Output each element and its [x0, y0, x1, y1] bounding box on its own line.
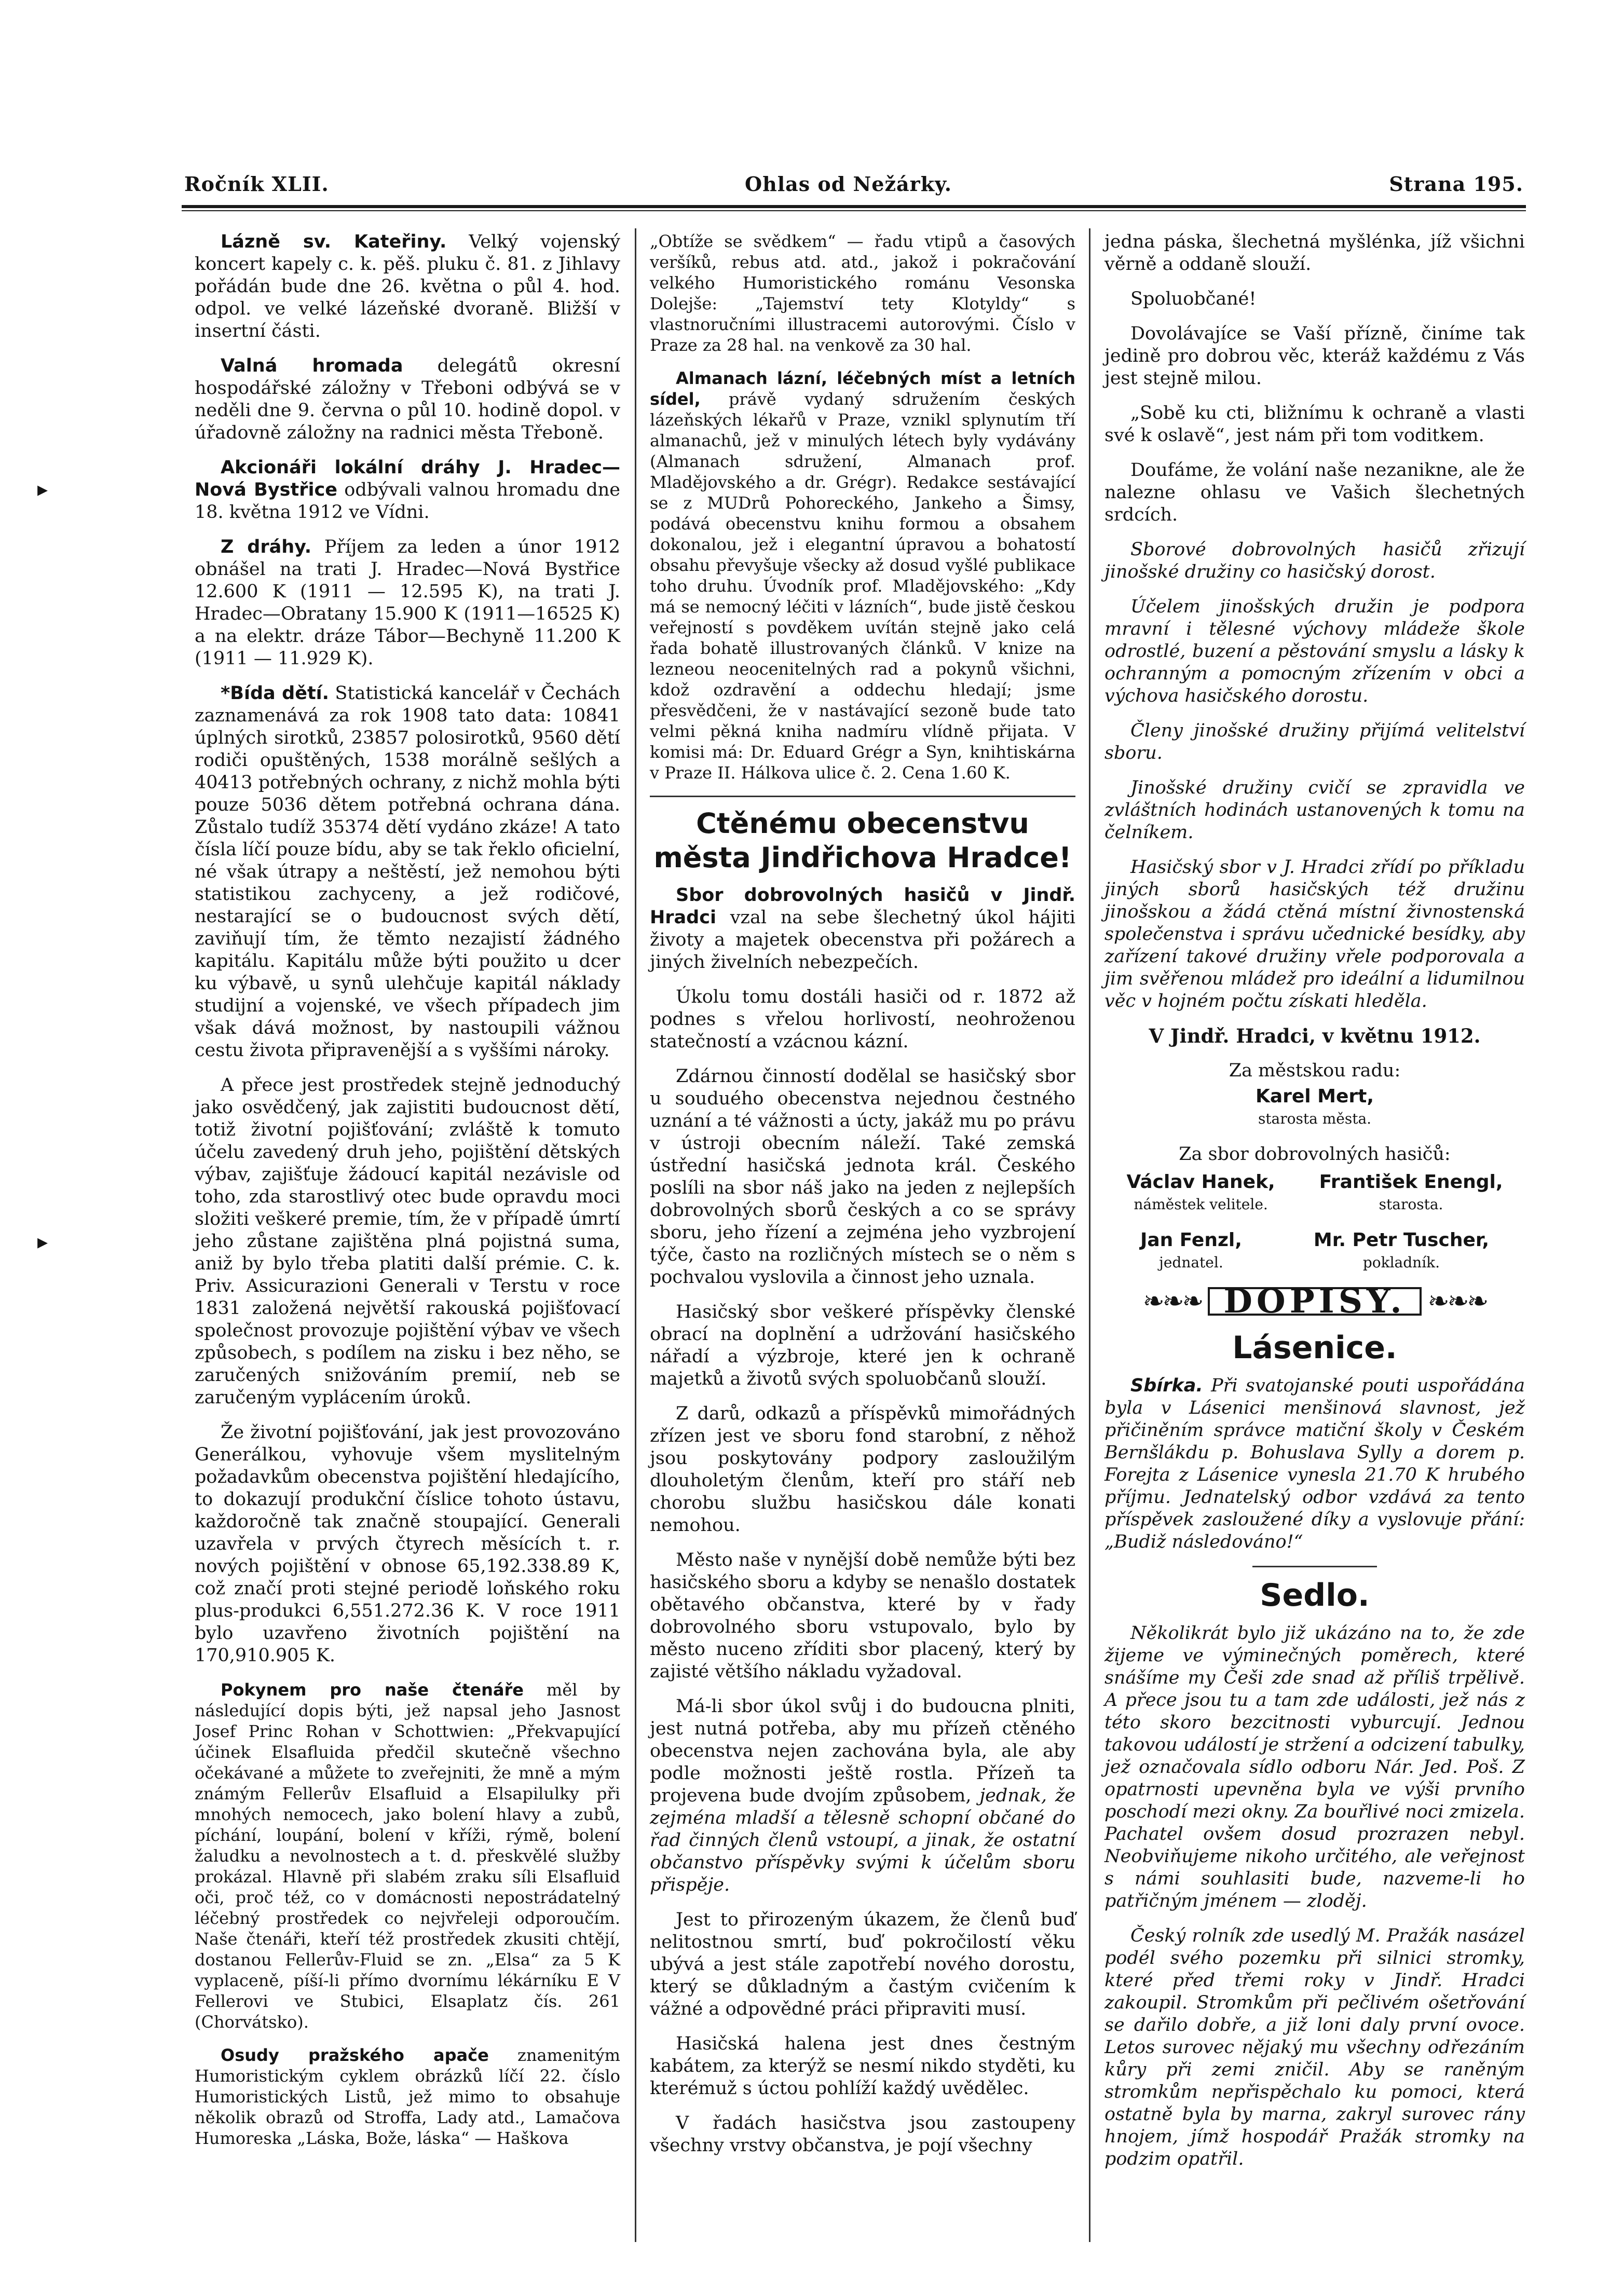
article-bida-deti: *Bída dětí. Statistická kancelář v Čechách zaznamenává za rok 1908 tato data: 10841 úplných sirotků, 23857 polosirotků, 9560 dětí rodiči opuštěných, 1538 morálně sešlých a 40413 potřebných ochrany, z nichž mohla býti pouze 5036 dětem potřebná ochrana dána. Zůstalo tudíž 35374 dětí vydáno zkáze! A tato čísla líčí pouze bídu, aby se tak řeklo oficielní, né však útrapy a neštěstí, jež nemohou býti statistikou zachyceny, a jež rodičové, nestarající se o budoucnost svých dětí, zaviňují tím, že těmto nezajistí žádného kapitálu. Kapitálu může býti použito u dcer ku výbavě, u synů ulehčuje kapitál náklady studijní a vojenské, ve všech případech jim však dává možnost, by nastoupili vážnou cestu života připravenější a s vyššími nároky. [195, 683, 620, 1061]
column-3 [1104, 231, 1525, 2183]
appeal-paragraph: Město naše v nynější době nemůže býti bez hasičského sboru a kdyby se nenašlo dostatek obětavého občanstva, které by v řady dobrovolného sboru vstupovalo, bylo by město nuceno zříditi sbor placený, který by zajisté většího nákladu vyžadoval. [650, 1550, 1075, 1682]
dopisy-label: DOPISY. [1208, 1287, 1421, 1316]
article-lasenice: Sbírka. Při svatojanské pouti uspořádána byla v Lásenici menšinová slavnost, jež přičiněním správce matiční školy v Českém Bernšlákdu p. Bohuslava Sylly a dorem p. Forejta z Lásenice vynesla 21.70 K hrubého příjmu. Jednatelský odbor vzdává za tento příspěvek zasloužené díky a vyslovuje přání: „Budiž následováno!“ [1104, 1375, 1525, 1552]
signatory-name: Karel Mert, [1255, 1086, 1374, 1107]
appeal-paragraph: Jest to přirozeným úkazem, že členů buď nelitostnou smrtí, buď pokročilostí věku ubývá a jest stále zapotřebí nového dorostu, který se důkladným a častým cvičením k vážné a odpovědné práci připraviti musí. [650, 1909, 1075, 2019]
appeal-motto: „Sobě ku cti, bližnímu k ochraně a vlasti své k oslavě“, jest nám při tom voditkem. [1104, 403, 1525, 446]
volume-label: Ročník XLII. [184, 172, 329, 196]
appeal-paragraph: Z darů, odkazů a příspěvků mimořádných zřízen jest ve sboru fond starobní, z něhož jsou poskytovány podpory zasloužilým dlouholetým členům, kteří pro stáří neb chorobu službu hasičskou dále konati nemohou. [650, 1403, 1075, 1536]
article-valna-hromada: Valná hromada delegátů okresní hospodářské záložny v Třeboni odbývá se v neděli dne 9. června o půl 10. hodině dopol. v úřadovně záložny na radnici města Třeboně. [195, 356, 620, 443]
appeal-paragraph: Má-li sbor úkol svůj i do budoucna plniti, jest nutná potřeba, aby mu přízeň ctěného obecenstva nejen zachována byla, ale aby podle možnosti ještě rostla. Přízeň ta projevena bude dvojím způsobem, jednak, že zejména mladší a tělesně schopní občané do řad činných členů vstoupí, a jinak, že ostatní občanstvo příspěvky svými k účelům sboru přispěje. [650, 1696, 1075, 1895]
appeal-paragraph: Sbor dobrovolných hasičů v Jindř. Hradci vzal na sebe šlechetný úkol hájiti životy a majetek obecenstva při požárech a jiných živelních nebezpečích. [650, 885, 1075, 973]
signatory-name: Mr. Petr Tuscher, [1313, 1229, 1490, 1251]
youth-section: Jinošské družiny cvičí se zpravidla ve zvláštních hodinách ustanovených k tomu na čelníkem. [1104, 777, 1525, 843]
ornament-right-icon: ❧❧❧ [1427, 1286, 1487, 1316]
page-number: Strana 195. [1389, 172, 1523, 196]
ornament-left-icon: ❧❧❧ [1142, 1286, 1202, 1316]
article-sedlo: Několikrát bylo již ukázáno na to, že zde žijeme ve výminečných poměrech, které snášíme my Češi zde snad až příliš trpělivě. A přece jsou tu a tam zde události, jež nás z této skoro bezcitnosti vyburcují. Jednou takovou událostí je stržení a odcizení tabulky, jež označovala sídlo odboru Nár. Jed. Poš. Z opatrnosti upevněna byla ve výši prvního poschodí mezi okny. Za bouřlivé noci zmizela. Pachatel ovšem dosud prozrazen nebyl. Neobviňujeme nikoho určitého, ale veřejnost s námi souhlasiti bude, nazveme-li ho patřičným jménem — zloděj. [1104, 1623, 1525, 1911]
margin-mark-arrow: ▸ [37, 1230, 48, 1254]
column-divider [635, 228, 636, 2242]
article-osudy: Osudy pražského apače znamenitým Humoristickým cyklem obrázků líčí 22. číslo Humoristických Listů, jež mimo to obsahuje několik obrazů od Stroffa, Lady atd., Lamačova Humoreska „Láska, Bože, láska“ — Haškova [195, 2045, 620, 2148]
appeal-cont: Doufáme, že volání naše nezanikne, ale že nalezne ohlasu ve Vašich šlechetných srdcích. [1104, 460, 1525, 525]
article-bida-deti-3: Že životní pojišťování, jak jest provozováno Generálkou, vyhovuje všem myslitelným požadavkům obecenstva pojištění hledajícího, to dokazují produkční číslice tohoto ústavu, každoročně tak značně stoupající. Generali uzavřela v prvých čtyrech měsících t. r. nových pojištění v obnose 65,192.338.89 K, což značí proti stejné periodě loňského roku plus-produkci 6,551.272.36 K. V roce 1911 bylo uzavřeno životních pojištění na 170,910.905 K. [195, 1422, 620, 1666]
appeal-greeting: Spoluobčané! [1130, 289, 1257, 309]
signatory-role: jednatel. [1159, 1254, 1223, 1271]
appeal-cont: Dovolávajíce se Vaší přízně, činíme tak jedině pro dobrou věc, kteráž každému z Vás jest stejně milou. [1104, 323, 1525, 389]
sign-row [1104, 1171, 1525, 1215]
article-bida-deti-2: A přece jest prostředek stejně jednoduchý jako osvědčený, jak zajistiti budoucnost dětí, totiž životní pojišťování; zvláště k tomuto účelu zavedený druh jeho, pojištění dětských výbav, zajišťuje žádoucí kapitál nezávisle od toho, zda starostlivý otec bude opravdu moci složiti veškeré premie, tím, že v případě úmrtí jeho zůstane zajištěna plná pojistná suma, aniž by bylo třeba platiti další prémie. C. k. Priv. Assicurazioni Generali v Terstu v roce 1831 založená největší rakouská pojišťovací společnost provozuje pojištění výbav ve všech způsobech, s podílem na zisku i bez něho, se zaručených snižováním premií, neb se zaručeným vyplácením úroků. [195, 1075, 620, 1408]
appeal-paragraph: Zdárnou činností dodělal se hasičský sbor u souduého obecenstva nejednou čestného uznání a té vážnosti a úcty, jakáž mu po právu v ústroji obecním náleží. Také zemská ústřední hasičská jednota král. Českého poslíli na sbor náš jako na jeden z nejlepších dobrovolných sborů českých a co se správy sboru, jeho řízení a zejména jeho vyzbrojení týče, často na rozličných místech se o něm s pochvalou vyslovila a činnost jeho uznala. [650, 1066, 1075, 1288]
signatory-role: starosta. [1379, 1196, 1443, 1213]
signatory-role: pokladník. [1362, 1254, 1440, 1271]
youth-section: Účelem jinošských družin je podpora mravní i tělesné výchovy mládeže škole odrostlé, buzení a pěstování smyslu a lásky k ochranným a pomocným zřízením v obci a výchova hasičského dorostu. [1104, 596, 1525, 706]
page-header [184, 172, 1523, 198]
article-akcionari: Akcionáři lokální dráhy J. Hradec—Nová Bystřice odbývali valnou hromadu dne 18. května 1912 ve Vídni. [195, 457, 620, 523]
appeal-paragraph: V řadách hasičstva jsou zastoupeny všechny vrstvy občanstva, je pojí všechny [650, 2113, 1075, 2156]
signatory-name: Václav Hanek, [1126, 1171, 1275, 1193]
column-divider [1089, 228, 1090, 2242]
dopisy-banner [1115, 1282, 1515, 1321]
appeal-paragraph: Úkolu tomu dostáli hasiči od r. 1872 až podnes s vřelou horlivostí, neohroženou statečností a vzácnou kázní. [650, 987, 1075, 1052]
column-2 [650, 231, 1075, 2169]
signatory-role: starosta města. [1258, 1110, 1372, 1127]
appeal-rule [650, 796, 1075, 797]
appeal-cont: jedna páska, šlechetná myšlénka, jíž všichni věrně a oddaně slouží. [1104, 231, 1525, 275]
article-lazne: Lázně sv. Kateřiny. Velký vojenský koncert kapely c. k. pěš. pluku č. 81. z Jihlavy pořádán bude dne 26. května o půl 4. hod. odpol. ve velké lázeňské dvoraně. Bližší v insertní části. [195, 231, 620, 341]
header-rule-thin [182, 210, 1526, 211]
sign-city-label: Za městskou radu: [1229, 1060, 1401, 1081]
sign-corps-label: Za sbor dobrovolných hasičů: [1179, 1144, 1451, 1165]
article-humoristicke-listy-cont: „Obtíže se svědkem“ — řadu vtipů a časových veršíků, rebus atd. atd., jakož i pokračování velkého Humoristického románu Vesonska Dolejše: „Tajemství tety Klotyldy“ s vlastnoručními illustracemi autorovými. Číslo v Praze za 28 hal. na venkově za 30 hal. [650, 231, 1075, 355]
article-almanach: Almanach lázní, léčebných míst a letních sídel, právě vydaný sdružením českých lázeňských lékařů v Praze, vznikl splynutím tří almanachů, jež v minulých létech byly vydávány (Almanach sdružení, Almanach prof. Mladějovského a dr. Grégr). Redakce sestávající se z MUDrů Pohoreckého, Jankeho a Šimsy, podává obecenstvu knihu formou a obsahem dokonalou, jež i elegantní úpravou a bohatostí obsahu převyšuje všecky až dosud vyšlé publikace toho druhu. Úvodník prof. Mladějovského: „Kdy má se nemocný léčiti v lázních“, bude jistě českou veřejností s povděkem uvítán stejně jako celá řada bohatě illustrovaných článků. V knize na lezneou neocenitelných rad a pokynů všichni, kdož ozdravění a oddechu hledají; jsme přesvědčeni, že v nastávající sezoně bude tato velmi pěkná kniha nadmíru vlídně přijata. V komisi má: Dr. Eduard Grégr a Syn, knihtiskárna v Praze II. Hálkova ulice č. 2. Cena 1.60 K. [650, 368, 1075, 783]
signatory-name: Jan Fenzl, [1140, 1229, 1242, 1251]
signatory-name: František Enengl, [1319, 1171, 1503, 1193]
margin-mark-arrow: ▸ [37, 477, 48, 501]
header-rule [182, 205, 1526, 208]
youth-section: Sborové dobrovolných hasičů zřizují jinošské družiny co hasičský dorost. [1104, 539, 1525, 582]
youth-section: Členy jinošské družiny přijímá velitelství sboru. [1104, 720, 1525, 763]
section-title-lasenice: Lásenice. [1232, 1330, 1397, 1366]
sign-row [1104, 1229, 1525, 1274]
appeal-paragraph: Hasičský sbor veškeré příspěvky členské obrací na doplnění a udržování hasičského nářadí a výzbroje, které jen k ochraně majetků a životů svých spoluobčanů slouží. [650, 1302, 1075, 1389]
signatory-role: náměstek velitele. [1134, 1196, 1268, 1213]
newspaper-title: Ohlas od Nežárky. [745, 172, 952, 196]
article-z-drahy: Z dráhy. Příjem za leden a únor 1912 obnášel na trati J. Hradec—Nová Bystřice 12.600 K (1911 — 12.595 K), na trati J. Hradec—Obratany 15.900 K (1911—16525 K) a na elektr. dráze Tábor—Bechyně 11.200 K (1911 — 11.929 K). [195, 537, 620, 669]
appeal-paragraph: Hasičská halena jest dnes čestným kabátem, za kterýž se nesmí nikdo styděti, ku kterémuž s úctou pohlíží každý uvědělec. [650, 2033, 1075, 2099]
youth-section: Hasičský sbor v J. Hradci zřídí po příkladu jiných sborů hasičských též družinu jinošskou a žádá ctěná místní živnostenská společenstva i správu učednické besídky, aby zařízení takové družiny vřele podporovala a jim svěřenou mládež pro ideální a lidumilnou věc v hojném počtu získati hleděla. [1104, 857, 1525, 1012]
article-pokynem: Pokynem pro naše čtenáře měl by následující dopis býti, jež napsal jeho Jasnost Josef Princ Rohan v Schottwien: „Překvapující účinek Elsafluida předčil skutečně všechno očekávané a můžete to zveřejniti, že mně a mým známým Fellerův Elsafluid a Elsapilulky při mnohých nemocech, jako bolení hlavy a zubů, píchání, loupání, bolení v kříži, rýmě, bolení žaludku a nevolnostech a t. d. přeskvělé služby prokázal. Hlavně při slabém zraku síli Elsafluid oči, proč též, co v domácnosti nepostrádatelný léčebný prostředek co nejvřeleji odporoučím. Naše čtenáři, kteří též prostředek zkusiti chtějí, dostanou Fellerův-Fluid se zn. „Elsa“ za 5 K vyplaceně, píší-li přímo dvornímu lékárníku E V Fellerovi ve Stubici, Elsaplatz čís. 261 (Chorvátsko). [195, 1680, 621, 2032]
section-divider [1252, 1566, 1377, 1567]
article-sedlo: Český rolník zde usedlý M. Pražák nasázel podél svého pozemku při silnici stromky, které před třemi roky v Jindř. Hradci zakoupil. Stromkům při pečlivém ošetřování se dařilo dobře, a již loni daly první ovoce. Letos surovec nějaký mu všechny odřezáním kůry při zemi zničil. Aby se raněným stromkům nepřispěchalo ku pomoci, která ostatně byla by marna, zakryl surovec rány hnojem, jímž hospodář Pražák stromky na podzim opatřil. [1104, 1925, 1525, 2169]
appeal-title: Ctěnému obecenstvu města Jindřichova Hradce! [653, 807, 1072, 874]
section-title-sedlo: Sedlo. [1260, 1577, 1370, 1614]
sign-mayor [1104, 1085, 1525, 1130]
column-1 [195, 231, 620, 2161]
sign-place-date: V Jindř. Hradci, v květnu 1912. [1149, 1024, 1481, 1047]
